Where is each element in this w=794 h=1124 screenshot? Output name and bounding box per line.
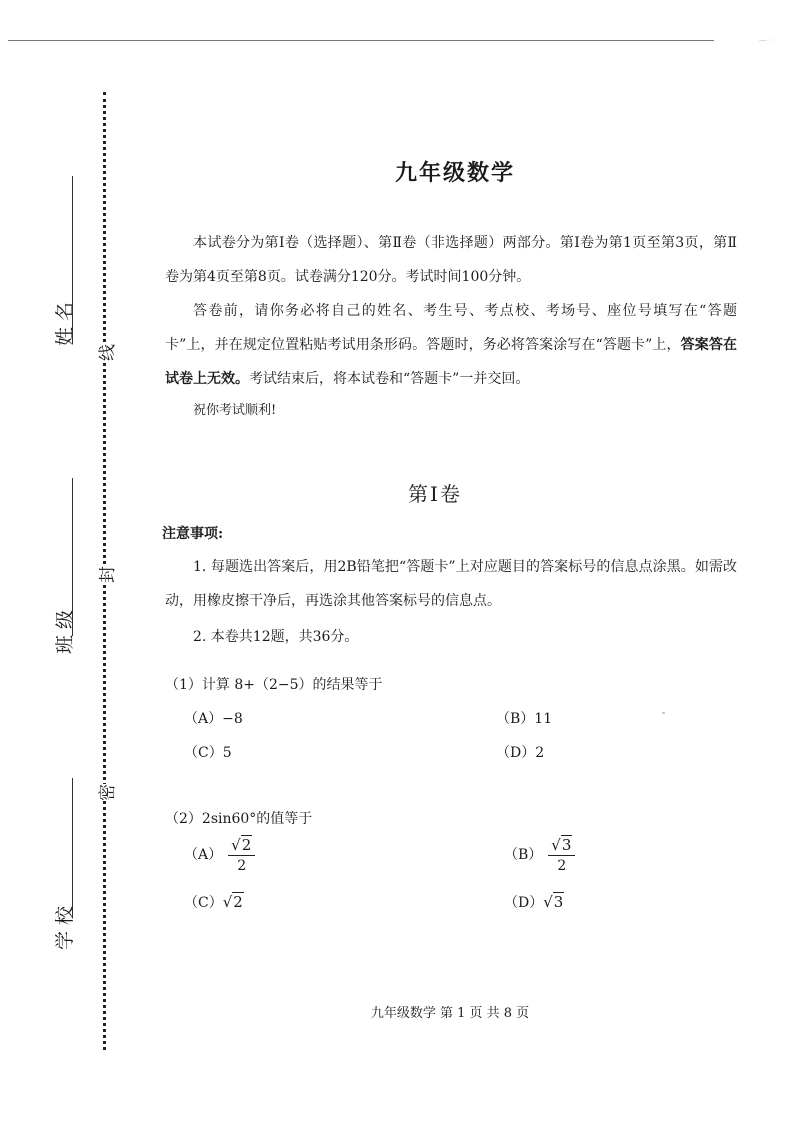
question-2-option-d <box>504 892 564 912</box>
notes-heading: 注意事项: <box>162 526 224 542</box>
question-2-option-a-label: （A） <box>184 847 223 863</box>
question-2-option-b-denominator: 2 <box>557 858 567 874</box>
question-1-option-c: （C）5 <box>184 745 232 761</box>
top-rule <box>8 40 714 41</box>
notes-item-1: 1. 每题选出答案后，用2B铅笔把“答题卡”上对应题目的答案标号的信息点涂黑。如需改动，用橡皮擦干净后，再选涂其他答案标号的信息点。 <box>165 559 737 609</box>
sqrt-3: √3 <box>543 893 564 911</box>
intro-paragraph-2-bold: 答案答在试卷上无效。 <box>165 337 737 387</box>
question-2-option-a-denominator: 2 <box>237 858 247 874</box>
page-title: 九年级数学 <box>394 160 515 186</box>
question-1-stem: （1）计算 8+（2−5）的结果等于 <box>165 677 383 693</box>
question-2-option-c <box>184 892 244 912</box>
question-2-option-a <box>184 836 255 874</box>
question-1-option-b: （B）11 <box>496 711 553 727</box>
name-label: 姓名 <box>54 295 76 346</box>
good-luck: 祝你考试顺利! <box>193 403 277 418</box>
notes-item-2: 2. 本卷共12题，共36分。 <box>193 629 359 645</box>
intro-paragraph-2 <box>165 294 737 396</box>
seal-seal-char: 封 <box>91 566 120 583</box>
school-underline <box>72 778 73 918</box>
question-2-option-b-radicand: 3 <box>561 836 572 854</box>
scan-mark: — · <box>758 36 772 45</box>
volume-title: 第Ⅰ卷 <box>408 482 462 506</box>
question-2-option-d-radicand: 3 <box>553 893 564 911</box>
question-2-option-c-label: （C） <box>184 895 223 911</box>
question-1-option-a: （A）−8 <box>184 711 243 727</box>
intro-paragraph-2-part1: 答卷前，请你务必将自己的姓名、考生号、考点校、考场号、座位号填写在“答题卡”上，并在规定位置粘贴考试用条形码。答题时，务必将答案涂写在“答题卡”上， <box>165 303 737 353</box>
question-1-option-d: （D）2 <box>496 745 545 761</box>
seal-secret-char: 密 <box>91 784 120 801</box>
question-2-option-b <box>504 836 575 874</box>
question-2-stem: （2）2sin60°的值等于 <box>165 811 313 827</box>
class-label: 班级 <box>54 603 76 654</box>
page-footer: 九年级数学 第 1 页 共 8 页 <box>370 1006 530 1021</box>
intro-paragraph-2-part2: 考试结束后，将本试卷和“答题卡”一并交回。 <box>249 371 530 387</box>
question-2-option-a-radicand: 2 <box>241 836 252 854</box>
intro-paragraph-1: 本试卷分为第Ⅰ卷（选择题）、第Ⅱ卷（非选择题）两部分。第Ⅰ卷为第1页至第3页，第Ⅱ卷为第4页至第8页。试卷满分120分。考试时间100分钟。 <box>165 235 737 285</box>
fraction-sqrt3-over-2: $\frac{√3}{2}$ <box>548 836 575 874</box>
sqrt-2: √2 <box>222 893 243 911</box>
scan-speck <box>662 712 665 714</box>
question-2-option-d-label: （D） <box>504 895 544 911</box>
question-2-option-c-radicand: 2 <box>233 893 243 911</box>
school-label: 学校 <box>54 899 76 950</box>
fraction-sqrt2-over-2: $\frac{√2}{2}$ <box>228 836 255 874</box>
seal-line-char: 线 <box>91 344 120 361</box>
question-2-option-b-label: （B） <box>504 847 543 863</box>
